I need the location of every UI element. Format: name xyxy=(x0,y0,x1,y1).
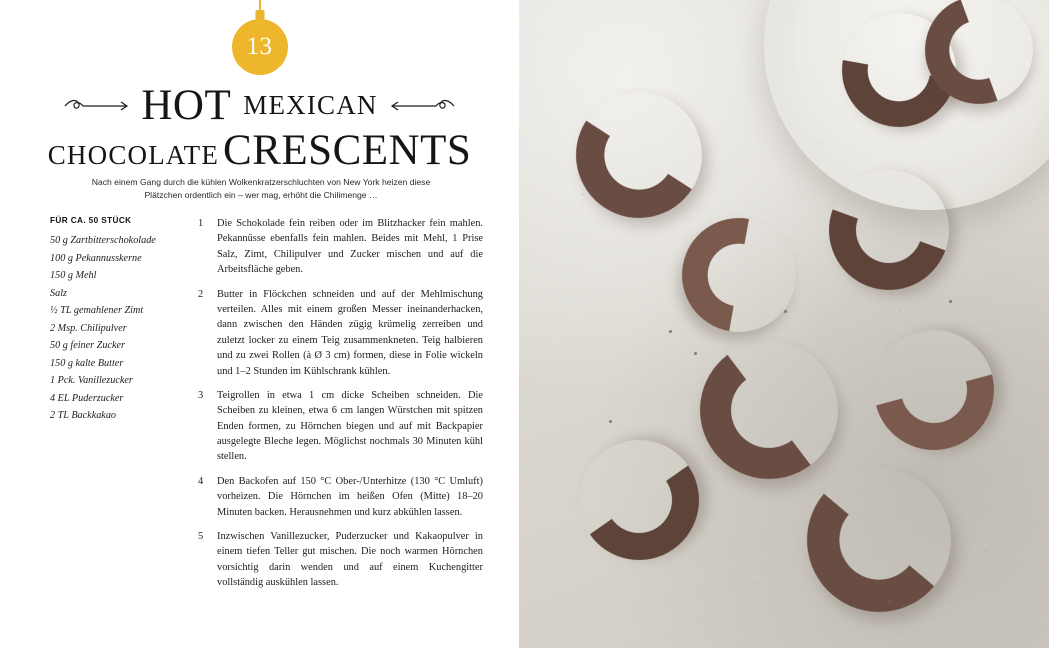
recipe-intro: Nach einem Gang durch die kühlen Wolkenkratzerschluchten von New York heizen diese Plätzchen ordentlich ein – wer mag, erhöht die Chilimenge … xyxy=(91,177,431,201)
ceramic-bowl xyxy=(764,0,1049,210)
crumb xyxy=(669,330,672,333)
step-number: 3 xyxy=(198,389,204,401)
crescent-cookie xyxy=(660,196,819,355)
step-text: Den Backofen auf 150 °C Ober-/Unterhitze (130 °C Umluft) vorheizen. Die Hörnchen im heißen Ofen (Mitte) 18–20 Minuten backen. Herausnehmen und kurz abkühlen lassen. xyxy=(217,475,483,518)
food-photograph xyxy=(519,0,1049,648)
step-number: 1 xyxy=(198,218,204,229)
list-item: 4 EL Puderzucker xyxy=(50,392,124,404)
crescent-cookie xyxy=(852,308,1016,472)
list-item: 2 Msp. Chilipulver xyxy=(50,322,127,334)
crumb xyxy=(949,300,952,303)
crescent-cookie xyxy=(907,0,1049,122)
step-text: Teigrollen in etwa 1 cm dicke Scheiben schneiden. Die Scheiben zu kleinen, etwa 6 cm langen Würstchen mit spitzen Enden formen, zu Hörnchen biegen und auf mit Backpapier ausgelegte Bleche legen. Möglichst nochmals 30 Minuten kühl stellen. xyxy=(217,389,483,463)
title-word-crescents: CRESCENTS xyxy=(223,127,472,174)
recipe-step xyxy=(198,287,483,379)
crumb xyxy=(609,420,612,423)
step-text: Die Schokolade fein reiben oder im Blitzhacker fein mahlen. Pekannüsse ebenfalls fein mahlen. Beides mit Mehl, 1 Prise Salz, Zimt, Chilipulver und Zucker mischen und auf die Arbeitsfläche geben. xyxy=(217,218,483,276)
crescent-cookie xyxy=(809,150,968,309)
recipe-step xyxy=(198,388,483,465)
step-text: Inzwischen Vanillezucker, Puderzucker und Kakaopulver in einem tiefen Teller gut mischen. Die noch warmen Hörnchen vorsichtig darin wenden und auf einem Kuchengitter vollständig auskühlen lassen. xyxy=(217,531,483,589)
crescent-cookie xyxy=(564,80,713,229)
flourish-right-icon xyxy=(390,98,456,114)
title-word-chocolate: CHOCOLATE xyxy=(47,140,220,170)
list-item: 50 g feiner Zucker xyxy=(50,340,125,352)
title-word-hot: HOT xyxy=(141,82,232,129)
step-number: 5 xyxy=(198,531,204,543)
recipe-step xyxy=(198,216,483,278)
list-item: 150 g Mehl xyxy=(50,270,97,282)
recipe-body xyxy=(50,216,483,600)
crescent-cookie xyxy=(820,0,979,149)
recipe-step xyxy=(198,529,483,591)
ingredients-list xyxy=(50,232,170,425)
recipe-title xyxy=(30,84,489,172)
step-text: Butter in Flöckchen schneiden und auf der Mehlmischung verteilen. Alles mit einem großen Messer ineinanderhacken, dann zwischen den Händen zügig krümelig zerreiben und zuletzt locker zu einem Teig zusammenkneten. Teig halbieren und zu zwei Rollen (à Ø 3 cm) formen, diese in Folie wickeln und 1–2 Stunden im Kühlschrank kühlen. xyxy=(217,288,483,377)
crumb xyxy=(694,352,697,355)
ingredients-column xyxy=(50,216,170,600)
list-item: 1 Pck. Vanillezucker xyxy=(50,375,133,387)
bowl-interior xyxy=(794,0,1049,180)
recipe-text-page xyxy=(0,0,519,648)
crescent-cookie xyxy=(801,462,957,618)
ingredients-heading: FÜR CA. 50 STÜCK xyxy=(50,216,132,225)
crumb xyxy=(784,310,787,313)
recipe-step xyxy=(198,474,483,520)
list-item: Salz xyxy=(50,287,67,299)
flourish-left-icon xyxy=(63,98,129,114)
crumb xyxy=(889,600,892,603)
steps-column xyxy=(194,216,483,600)
recipe-number: 13 xyxy=(232,19,288,75)
list-item: 50 g Zartbitterschokolade xyxy=(50,235,156,246)
crescent-cookie xyxy=(569,430,708,569)
crescent-cookie xyxy=(691,332,847,488)
list-item: ½ TL gemahlener Zimt xyxy=(50,305,144,317)
list-item: 100 g Pekannusskerne xyxy=(50,252,142,264)
recipe-photo-page xyxy=(519,0,1049,648)
list-item: 2 TL Backkakao xyxy=(50,410,117,422)
step-number: 4 xyxy=(198,475,204,487)
step-number: 2 xyxy=(198,288,204,300)
list-item: 150 g kalte Butter xyxy=(50,357,124,369)
title-word-mexican: MEXICAN xyxy=(243,90,378,120)
